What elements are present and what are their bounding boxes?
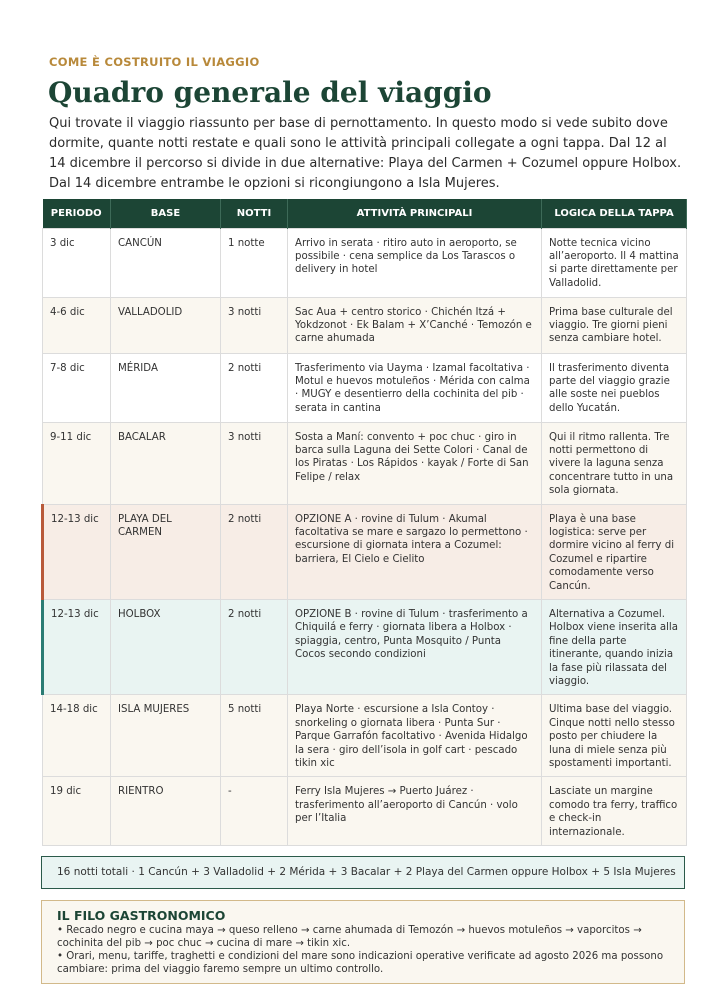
cell-base: VALLADOLID — [111, 297, 221, 353]
cell-periodo: 12-13 dic — [43, 599, 111, 694]
cell-periodo: 12-13 dic — [43, 504, 111, 599]
cell-base: BACALAR — [111, 422, 221, 504]
table-row — [43, 353, 687, 422]
header-base: BASE — [111, 199, 221, 228]
cell-periodo: 3 dic — [43, 228, 111, 297]
table-row — [43, 777, 687, 846]
cell-notti: 2 notti — [221, 504, 288, 599]
cell-notti: 2 notti — [221, 353, 288, 422]
cell-periodo: 19 dic — [43, 777, 111, 846]
cell-logica: Ultima base del viaggio. Cinque notti nello stesso posto per chiudere la luna di miele senza più spostamenti importanti. — [542, 695, 687, 777]
cell-notti: 5 notti — [221, 695, 288, 777]
table-row-option-b — [43, 599, 687, 694]
cell-logica: Lasciate un margine comodo tra ferry, traffico e check-in internazionale. — [542, 777, 687, 846]
cell-attivita: Arrivo in serata · ritiro auto in aeroporto, se possibile · cena semplice da Los Tarascos o delivery in hotel — [288, 228, 542, 297]
cell-notti: 3 notti — [221, 297, 288, 353]
table-row — [43, 695, 687, 777]
cell-attivita: OPZIONE B · rovine di Tulum · trasferimento a Chiquilá e ferry · giornata libera a Holbox · spiaggia, centro, Punta Mosquito / Punta Cocos secondo condizioni — [288, 599, 542, 694]
header-attivita: ATTIVITÀ PRINCIPALI — [288, 199, 542, 228]
food-item: • Recado negro e cucina maya → queso relleno → carne ahumada di Temozón → huevos motuleños → vaporcitos → cochinita del pib → poc chuc → cucina di mare → tikin xic. — [57, 925, 642, 949]
cell-logica: Prima base culturale del viaggio. Tre giorni pieni senza cambiare hotel. — [542, 297, 687, 353]
cell-attivita: Sosta a Maní: convento + poc chuc · giro in barca sulla Laguna dei Sette Colori · Canal de los Piratas · Los Rápidos · kayak / Forte di San Felipe / relax — [288, 422, 542, 504]
header-logica: LOGICA DELLA TAPPA — [542, 199, 687, 228]
cell-periodo: 7-8 dic — [43, 353, 111, 422]
cell-logica: Notte tecnica vicino all’aeroporto. Il 4 mattina si parte direttamente per Valladolid. — [542, 228, 687, 297]
header-notti: NOTTI — [221, 199, 288, 228]
cell-base: RIENTRO — [111, 777, 221, 846]
itinerary-table — [41, 199, 687, 846]
cell-attivita: Trasferimento via Uayma · Izamal facoltativa · Motul e huevos motuleños · Mérida con calma · MUGY e desentierro della cochinita del pib · serata in cantina — [288, 353, 542, 422]
cell-base: PLAYA DEL CARMEN — [111, 504, 221, 599]
intro-paragraph: Qui trovate il viaggio riassunto per base di pernottamento. In questo modo si vede subito dove dormite, quante notti restate e quali sono le attività principali collegate a ogni tappa. Dal 12 al 14 dicembre il percorso si divide in due alternative: Playa del Carmen + Cozumel oppure Holbox. Dal 14 dicembre entrambe le opzioni si ricongiungono a Isla Mujeres. — [49, 116, 682, 191]
page-eyebrow: COME È COSTRUITO IL VIAGGIO — [49, 55, 260, 69]
nights-summary: 16 notti totali · 1 Cancún + 3 Valladolid + 2 Mérida + 3 Bacalar + 2 Playa del Carmen oppure Holbox + 5 Isla Mujeres — [41, 856, 685, 889]
cell-logica: Il trasferimento diventa parte del viaggio grazie alle soste nei pueblos dello Yucatán. — [542, 353, 687, 422]
cell-notti: 1 notte — [221, 228, 288, 297]
cell-periodo: 9-11 dic — [43, 422, 111, 504]
table-row — [43, 228, 687, 297]
food-title: IL FILO GASTRONOMICO — [57, 908, 226, 923]
cell-notti: - — [221, 777, 288, 846]
header-periodo: PERIODO — [43, 199, 111, 228]
cell-attivita: Ferry Isla Mujeres → Puerto Juárez · trasferimento all’aeroporto di Cancún · volo per l’Italia — [288, 777, 542, 846]
table-header-row — [43, 199, 687, 228]
cell-base: CANCÚN — [111, 228, 221, 297]
cell-logica: Qui il ritmo rallenta. Tre notti permettono di vivere la laguna senza concentrare tutto in una sola giornata. — [542, 422, 687, 504]
cell-logica: Alternativa a Cozumel. Holbox viene inserita alla fine della parte itinerante, quando inizia la fase più rilassata del viaggio. — [542, 599, 687, 694]
cell-base: HOLBOX — [111, 599, 221, 694]
cell-attivita: Sac Aua + centro storico · Chichén Itzá + Yokdzonot · Ek Balam + X’Canché · Temozón e carne ahumada — [288, 297, 542, 353]
table-row — [43, 297, 687, 353]
cell-logica: Playa è una base logistica: serve per dormire vicino al ferry di Cozumel e ripartire comodamente verso Cancún. — [542, 504, 687, 599]
cell-notti: 3 notti — [221, 422, 288, 504]
cell-periodo: 4-6 dic — [43, 297, 111, 353]
cell-periodo: 14-18 dic — [43, 695, 111, 777]
cell-base: ISLA MUJERES — [111, 695, 221, 777]
page-title: Quadro generale del viaggio — [48, 76, 492, 109]
cell-attivita: OPZIONE A · rovine di Tulum · Akumal facoltativa se mare e sargazo lo permettono · escursione di giornata intera a Cozumel: barriera, El Cielo e Cielito — [288, 504, 542, 599]
table-row — [43, 422, 687, 504]
cell-base: MÉRIDA — [111, 353, 221, 422]
table-row-option-a — [43, 504, 687, 599]
cell-attivita: Playa Norte · escursione a Isla Contoy · snorkeling o giornata libera · Punta Sur · Parque Garrafón facoltativo · Avenida Hidalgo la sera · giro dell’isola in golf cart · pescado tikin xic — [288, 695, 542, 777]
food-box — [41, 900, 685, 984]
cell-notti: 2 notti — [221, 599, 288, 694]
food-item: • Orari, menu, tariffe, traghetti e condizioni del mare sono indicazioni operative verificate ad agosto 2026 ma possono cambiare: prima del viaggio faremo sempre un ultimo controllo. — [57, 951, 664, 975]
